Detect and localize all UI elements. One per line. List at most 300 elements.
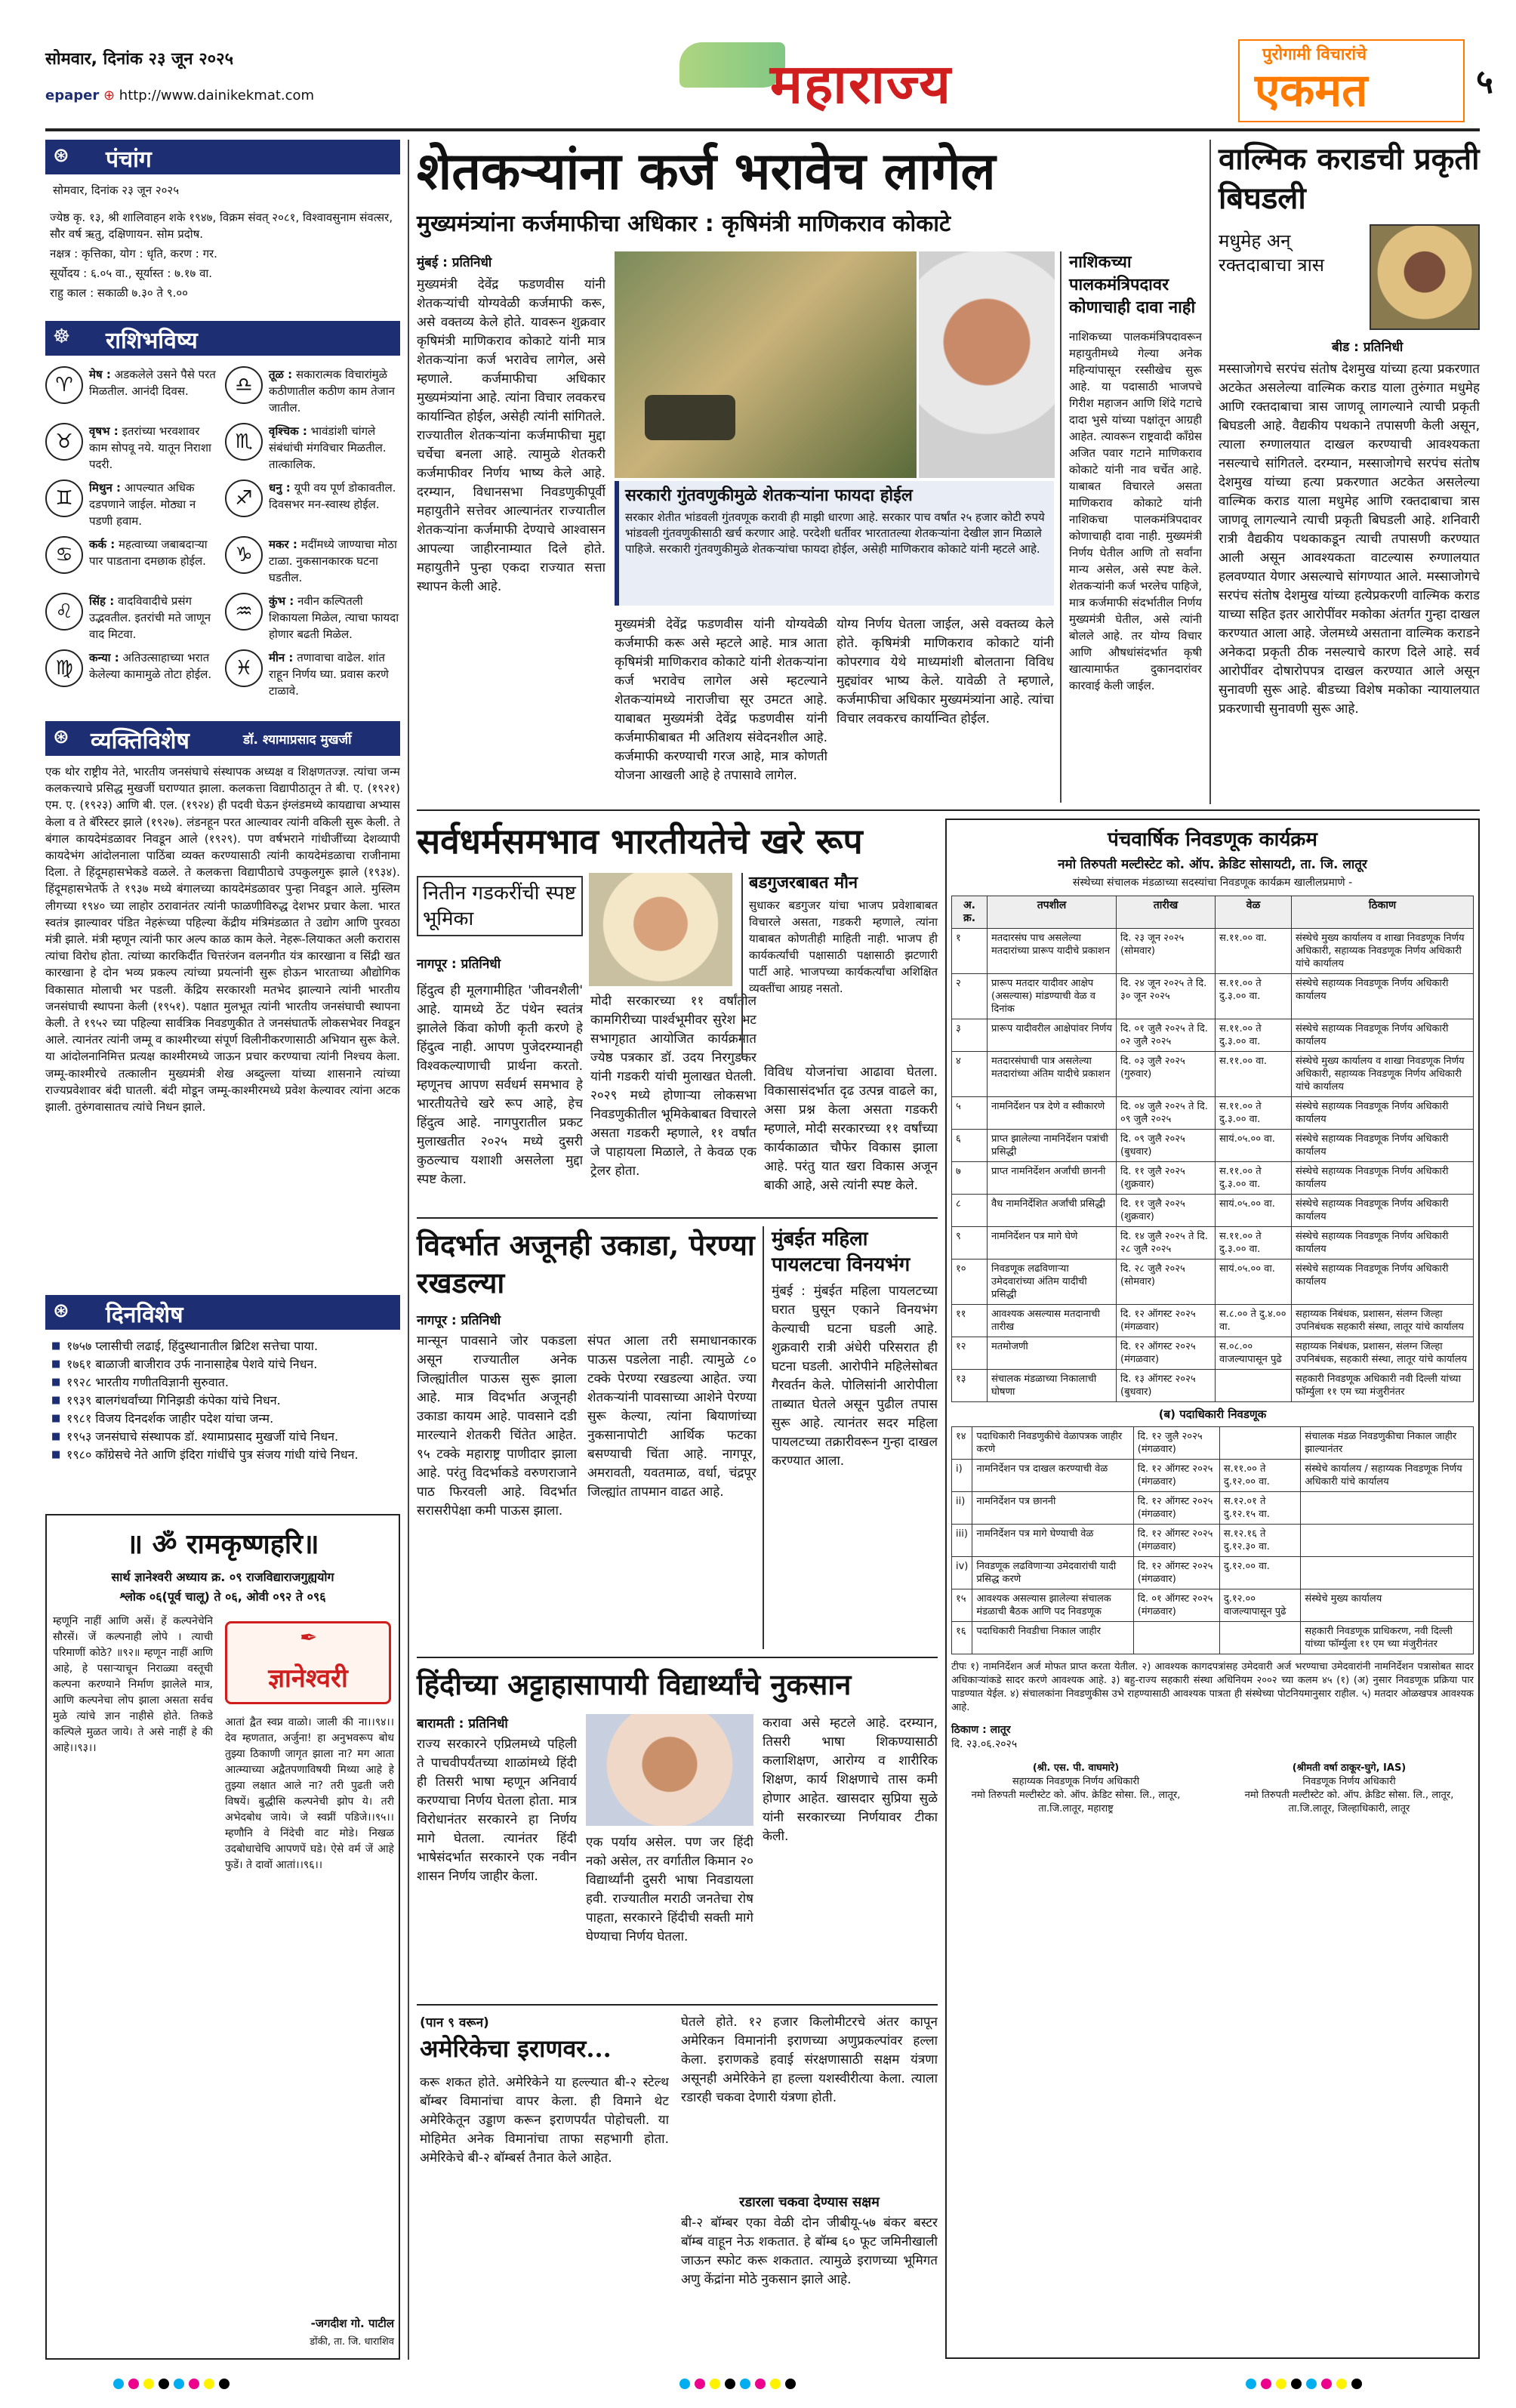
epaper-link[interactable]: epaper ⊕ http://www.dainikekmat.com [45, 88, 315, 103]
brand-tagline: पुरोगामी विचारांचे [1262, 45, 1367, 64]
table-cell: संस्थेचे मुख्य कार्यालय व शाखा निवडणूक निर्णय अधिकारी, सहाय्यक निवडणूक निर्णय अधिकारी यांचे कार्यालय [1292, 1052, 1474, 1097]
page-number: ५ [1476, 63, 1493, 101]
table-row [952, 929, 1474, 974]
aries-icon: ♈ [45, 366, 83, 404]
rashi-text: नवीन कल्पितली शिकायला मिळेल, त्याचा फायदा होणार बढती मिळेल. [269, 594, 399, 641]
table-cell: संस्थेचे कार्यालय / सहाय्यक निवडणूक निर्णय अधिकारी यांचे कार्यालय [1301, 1460, 1474, 1492]
section-rule [417, 809, 1480, 811]
walmik-kicker: मधुमेह अन् रक्तदाबाचा त्रास [1219, 230, 1325, 276]
rashi-text: इतरांच्या भरवशावर काम सोपवू नये. यातून निराशा पदरी. [89, 424, 211, 471]
vyakti-body: एक थोर राष्ट्रीय नेते, भारतीय जनसंघाचे संस्थापक अध्यक्ष व शिक्षणतज्ज्ञ. त्यांचा जन्म कलकत्त्याचे प्रसिद्ध मुखर्जी घराण्यात झाला. कलकत्ता विद्यापीठातून ते बी. ए. (१९२१) एम. ए. (१९२३) आणि बी. एल. (१९२४) ही पदवी घेऊन इंग्लंडमध्ये कायद्याचा अभ्यास केला व ते बॅरिस्टर झाले (१९२७). लंडनहून परत आल्यावर त्यांनी वकिली सुरू केली. ते बंगाल कायदेमंडळावर निवडून आले (१९२९). पण वर्षभराने गांधीजींच्या देशव्यापी कायदेभंग आंदोलनाला पाठिंबा व्यक्त करण्यासाठी त्यांनी कायदेमंडळाचा राजीनामा दिला. ते हिंदूमहासभेकडे वळले. ते कलकत्ता विद्यापीठाचे उपकुलगुरू झाले (१९३४). हिंदूमहासभेतर्फे ते १९३७ मध्ये बंगालच्या कायदेमंडळावर पुन्हा निवडून आले. मुस्लिम लीगच्या १९४० च्या लाहोर ठरावानंतर त्यांनी फाळणीविरुद्ध देशभर प्रचार केला. भारत स्वतंत्र झाल्यावर पंडित नेहरूंच्या पहिल्या केंद्रीय मंत्रिमंडळात ते उद्योग आणि पुरवठा मंत्री झाले. मंत्री म्हणून त्यांनी फार अल्प काळ काम केले. नेहरू-लियाकत अली करारास त्यांचा विरोध होता. त्यांच्या कारकिर्दीत चित्तरंजन वलनगीत यंत्र कारखाना व सिंद्री खत कारखाना हे दोन भव्य प्रकल्प त्यांच्या प्रयत्नांनी सुरू होऊन भारताच्या औद्योगिक विकासात मोलाची भर पडली. केंद्रिय सरकारशी मतभेद झाल्याने त्यांनी भारतीय जनसंघाची स्थापना केली (१९५१). पक्षात मुलभूत त्यांनी भारतीय जनसंघाची स्थापना केली. ते १९५२ च्या पहिल्या सार्वत्रिक निवडणुकीत ते जनसंघातर्फे लोकसभेवर निवडून आले. त्यानंतर त्यांनी जम्मू व काश्मीरच्या संपूर्ण विलीनीकरणासाठी अभियान सुरू केले. या आंदोलनानिमित्त प्रत्यक्ष काश्मीरमध्ये जाऊन प्रचार करण्याचा त्यांनी निश्चय केला. जम्मू-काश्मीरचे तत्कालीन मुख्यमंत्री शेख अब्दुल्ला यांच्या शासनाने त्यांच्या राज्यप्रवेशावर बंदी घातली. बंदी मोडून जम्मू-काश्मीरमध्ये प्रवेश केल्यावर त्यांना अटक झाली. तुरुंगवासातच त्यांचे निधन झाले. [45, 765, 400, 1115]
table-cell: ११ [952, 1305, 988, 1337]
ramkrishna-signature: -जगदीश गो. पाटील [310, 2317, 394, 2330]
hindi-col1: राज्य सरकारने एप्रिलमध्ये पहिली ते पाचवीपर्यंतच्या शाळांमध्ये हिंदी ही तिसरी भाषा म्हणून अनिवार्य करण्याचा निर्णय घेतला होता. मात्र विरोधानंतर सरकारने हा निर्णय मागे घेतला. त्यानंतर हिंदी भाषेसंदर्भात सरकारने एक नवीन शासन निर्णय जाहीर केला. [417, 1737, 577, 1884]
table-cell: ६ [952, 1130, 988, 1162]
lead-col3: योग्य निर्णय घेतला जाईल, असे वक्तव्य केले होते. कृषिमंत्री माणिकराव कोकाटे यांनी कोपरगाव येथे माध्यमांशी बोलताना विविध मुद्द्यांवर भाष्य केले. यावेळी ते म्हणाले, कर्जमाफीचा अधिकार मुख्यमंत्र्यांना आहे. त्यांचा विचार लवकरच कार्यान्वित होईल. [837, 617, 1054, 726]
table-cell [1301, 1525, 1474, 1557]
sarvadharma-kicker: नितीन गडकरींची स्पष्ट भूमिका [417, 876, 583, 936]
taurus-icon: ♉ [45, 423, 83, 461]
table-row [952, 1130, 1474, 1162]
table-cell: सहाय्यक निबंधक, प्रशासन, संलग्न जिल्हा उपनिबंधक सहकारी संस्था, लातूर यांचे कार्यालय [1292, 1305, 1474, 1337]
lead-col1: मुख्यमंत्री देवेंद्र फडणवीस यांनी शेतकऱ्यांची योग्यवेळी कर्जमाफी करू, असे वक्तव्य केले होते. यावरून शुक्रवार कृषिमंत्री माणिकराव कोकाटे यांनी मात्र शेतकऱ्यांना कर्ज भरावेच लागेल, असे म्हणाले. कर्जमाफीचा अधिकार मुख्यमंत्र्यांना आहे. त्यांना विचार लवकरच कार्यान्वित होईल, असेही त्यांनी सांगितले. राज्यातील शेतकऱ्यांना कर्जमाफीचा मुद्दा चर्चेचा बनला आहे. त्यामुळे शेतकरी कर्जमाफीवर निर्णय भाष्य केले आहे. दरम्यान, विधानसभा निवडणुकीपूर्वी महायुतीने सत्तेवर आल्यानंतर राज्यातील शेतकऱ्यांना कर्जमाफी देण्याचे आश्वासन आपल्या जाहीरनाम्यात दिले होते. महायुतीने पुन्हा एकदा राज्यात सत्ता स्थापन केली आहे. [417, 277, 605, 594]
farmer-photo [615, 251, 917, 478]
table-cell: दि. १२ जुलै २०२५ (मंगळवार) [1133, 1427, 1219, 1460]
column-rule [1209, 140, 1211, 804]
virgo-icon: ♍ [45, 649, 83, 687]
rashi-name: वृषभ : [89, 424, 119, 438]
vyakti-person: डॉ. श्यामाप्रसाद मुखर्जी [243, 732, 352, 748]
rashi-item [225, 423, 400, 479]
section-rule [417, 2004, 938, 2006]
table-cell: नामनिर्देशन पत्र मागे घेण्याची वेळ [972, 1525, 1133, 1557]
table-cell: प्रारूप मतदार यादीवर आक्षेप (असल्यास) मांडण्याची वेळ व दिनांक [988, 974, 1117, 1019]
badgujar-headline: बडगुजरबाबत मौन [749, 874, 858, 893]
sagittarius-icon: ♐ [225, 479, 263, 517]
rashi-name: धनु : [269, 481, 291, 495]
capricorn-icon: ♑ [225, 536, 263, 574]
table-cell: स.११.०० ते दु.३.०० वा. [1216, 1097, 1292, 1130]
rashi-name: वृश्चिक : [269, 424, 307, 438]
pisces-icon: ♓ [225, 649, 263, 687]
table-cell: दि. २३ जून २०२५ (सोमवार) [1117, 929, 1216, 974]
registration-dot [725, 2379, 735, 2389]
mumbai-headline: मुंबईत महिला पायलटचा विनयभंग [772, 1228, 911, 1276]
dnyaneshwari-badge [225, 1621, 391, 1704]
table-header-row [952, 896, 1474, 929]
rashi-heading: राशिभविष्य [106, 328, 198, 354]
panchang-icon: ⊛ [53, 144, 69, 167]
election-org: नमो तिरुपती मल्टीस्टेट को. ऑप. क्रेडिट सोसायटी, ता. जि. लातूर [1058, 857, 1367, 872]
table-row [952, 1305, 1474, 1337]
rashi-name: तूळ : [269, 368, 293, 381]
rashi-item [225, 366, 400, 423]
table-cell: नामनिर्देशन पत्र मागे घेणे [988, 1227, 1117, 1259]
table-cell: संस्थेचे सहाय्यक निवडणूक निर्णय अधिकारी कार्यालय [1292, 1259, 1474, 1305]
rashi-name: मीन : [269, 651, 294, 664]
lead-story [417, 140, 1202, 804]
table-cell: १२ [952, 1337, 988, 1370]
america-kicker: (पान ९ वरून) [420, 2015, 489, 2030]
panchang-line: राहु काल : सकाळी ७.३० ते ९.०० [50, 286, 188, 300]
table-cell: स.११.०० ते दु.३.०० वा. [1216, 1227, 1292, 1259]
table-cell: दि. १२ ऑगस्ट २०२५ (मंगळवार) [1133, 1525, 1219, 1557]
section-rule [417, 1657, 938, 1658]
rashi-item [45, 593, 219, 649]
list-item: ■ १७५७ प्लासीची लढाई, हिंदुस्थानातील ब्रिटिश सत्तेचा पाया. [50, 1337, 397, 1355]
vyakti-heading-bar [45, 721, 400, 756]
table-cell [1219, 1622, 1301, 1654]
table-row [952, 1589, 1474, 1622]
dnyaneshwari-title: ज्ञानेश्वरी [268, 1663, 348, 1694]
schedule-body [952, 929, 1474, 1402]
table-cell: निवडणूक लढविणाऱ्या उमेदवारांच्या अंतिम यादीची प्रसिद्धी [988, 1259, 1117, 1305]
rashi-text: आपल्यात अधिक दडपणाने जाईल. मोठ्या न पडणी हवाम. [89, 481, 196, 528]
table-cell: दि. ०४ जुलै २०२५ ते दि. ०९ जुलै २०२५ [1117, 1097, 1216, 1130]
table-cell: स.०८.०० वाजल्यापासून पुढे [1216, 1337, 1292, 1370]
schedule-table [951, 896, 1474, 1402]
rashi-item [45, 366, 219, 423]
table-cell: आवश्यक असल्यास झालेल्या संचालक मंडळाची बैठक आणि पद निवडणूक [972, 1589, 1133, 1622]
registration-dot [679, 2379, 690, 2389]
registration-dot [1306, 2379, 1317, 2389]
table-cell [1301, 1557, 1474, 1589]
table-cell: दि. २४ जून २०२५ ते दि. ३० जून २०२५ [1117, 974, 1216, 1019]
table-cell: १० [952, 1259, 988, 1305]
rashi-text: वादविवादीचे प्रसंग उद्भवतील. इतरांची मते जाणून वाद मिटवा. [89, 594, 211, 641]
rashi-text: महत्वाच्या जबाबदाऱ्या पार पाडताना दमछाक होईल. [89, 538, 208, 568]
registration-dot [1351, 2379, 1362, 2389]
table-cell: स.११.०० ते दु.३.०० वा. [1216, 1162, 1292, 1195]
scorpio-icon: ♏ [225, 423, 263, 461]
vidarbha-col1: मान्सून पावसाने जोर पकडला असून राज्यातील अनेक जिल्ह्यांतील पाऊस सुरू झाला आहे. मात्र विदर्भात अजूनही उकाडा कायम आहे. पावसाने दडी मारल्याने शेतकरी चिंतेत आहेत. ९५ टक्के महाराष्ट्र पाणीदार झाला आहे. परंतु विदर्भाकडे वरुणराजाने पाठ फिरवली आहे. विदर्भात सरासरीपेक्षा कमी पाऊस झाला. [417, 1333, 577, 1518]
masthead-rule [45, 128, 1480, 131]
table-cell: सहाय्यक निबंधक, प्रशासन, संलग्न जिल्हा उपनिबंधक, सहकारी संस्था, लातूर यांचे कार्यालय [1292, 1337, 1474, 1370]
table-cell [1216, 1370, 1292, 1402]
table-cell: स.१२.१६ ते दु.१२.३० वा. [1219, 1525, 1301, 1557]
table-row [952, 1557, 1474, 1589]
ramkrishna-signature-place: डोंकी, ता. जि. धाराशिव [310, 2336, 394, 2348]
rashi-text: सकारात्मक विचारांमुळे कठीणातील कठीण काम तेजान जातील. [269, 368, 395, 415]
table-cell: संस्थेचे मुख्य कार्यालय [1301, 1589, 1474, 1622]
table-header: ठिकाण [1292, 896, 1474, 929]
ramkrishna-left-text: म्हणूनि नाहीं आणि असें। हें कल्पनेचेनि सौरसें। जें कल्पनाही लोपे । त्याची परिमाणीं कोठे? ॥९२॥ म्हणून नाहीं आणि आहे, हे पसाऱ्याचून निराळ्या वस्तूची कल्पना करण्याने निर्माण झालेले मात्र, आणि कल्पनेचा लोप झाला असता सर्वच मुळे त्यांचे ज्ञान नाहीसे होते. तिकडे कल्पिले मुळत जाये। ते असे नाहीं हे की आहे।।९३।। [53, 1615, 213, 1754]
table-cell: सहकारी निवडणूक प्राधिकरण, नवी दिल्ली यांच्या फॉर्म्युला ११ एम च्या मंजुरीनंतर [1301, 1622, 1474, 1654]
rashi-item [225, 479, 400, 536]
america-headline: अमेरिकेचा इराणवर... [420, 2034, 612, 2063]
table-cell: दि. १२ ऑगस्ट २०२५ (मंगळवार) [1117, 1337, 1216, 1370]
section-title: महाराज्य [770, 51, 952, 116]
table-row [952, 1370, 1474, 1402]
list-item: ■ १९३९ बालगंधर्वांच्या गिनिझडी कंपेका यांचे निधन. [50, 1392, 397, 1410]
table-cell: दु.१२.०० वा. [1219, 1557, 1301, 1589]
rashi-text: अडकलेले उसने पैसे परत मिळतील. आनंदी दिवस. [89, 368, 216, 398]
rashi-icon: ☸ [53, 325, 71, 348]
table-cell: दु.१२.०० वाजल्यापासून पुढे [1219, 1589, 1301, 1622]
panchang-line: नक्षत्र : कृत्तिका, योग : धृति, करण : गर. [50, 247, 217, 261]
table-cell: सायं.०५.०० वा. [1216, 1259, 1292, 1305]
table-cell: iv) [952, 1557, 972, 1589]
registration-dot [128, 2379, 139, 2389]
table-cell: ८ [952, 1195, 988, 1227]
table-row [952, 1427, 1474, 1460]
mumbai-body: मुंबई : मुंबईत महिला पायलटच्या घरात घुसून एकाने विनयभंग केल्याची घटना घडली आहे. शुक्रवारी रात्री अंधेरी परिसरात ही घटना घडली. आरोपीने महिलेसोबत गैरवर्तन केले. पोलिसांनी आरोपीला ताब्यात घेतले असून पुढील तपास सुरू आहे. त्यानंतर सदर महिला पायलटच्या तक्रारीवरून गुन्हा दाखल करण्यात आला. [772, 1284, 938, 1469]
registration-dot [770, 2379, 781, 2389]
signatory-2-org: नमो तिरुपती मल्टीस्टेट को. ऑप. क्रेडिट सोसा. लि., लातूर, ता.जि.लातूर, जिल्हाधिकारी, लातूर [1244, 1790, 1454, 1814]
table-cell: संचालक मंडळाच्या निकालाची घोषणा [988, 1370, 1117, 1402]
section-rule [417, 1217, 938, 1219]
hindi-col3: करावा असे म्हटले आहे. दरम्यान, तिसरी भाषा शिकण्यासाठी कलाशिक्षण, आरोग्य व शारीरिक शिक्षण, कार्य शिक्षणाचे तास कमी होणार आहेत. खासदार सुप्रिया सुळे यांनी सरकारच्या निर्णयावर टीका केली. [763, 1716, 938, 1844]
table-cell: मतदारसंघ पाच असलेल्या मतदारांच्या प्रारूप यादीचे प्रकाशन [988, 929, 1117, 974]
table-row [952, 1259, 1474, 1305]
election-note: टीपः १) नामनिर्देशन अर्ज मोफत प्राप्त करता येतील. २) आवश्यक कागदपत्रांसह उमेदवारी अर्ज भरण्याचा उमेदवारांनी नामनिर्देशन पत्रासोबत सादर अधिकाऱ्यांकडे सादर करणे आवश्यक आहे. ३) बहु-राज्य सहकारी संस्था अधिनियम २००२ च्या कलम ४५ (१) (अ) नुसार निवडणूक प्रक्रिया पार पाडण्यात येईल. ४) संचालकांना निवडणुकीस उभे राहण्यासाठी आवश्यक पात्रता ही संस्थेच्या पोटनियमानुसार राहील. ५) मतदार ओळखपत्र आवश्यक आहे. [951, 1661, 1474, 1713]
sub-heading: (ब) पदाधिकारी निवडणूक [1158, 1407, 1267, 1421]
gemini-icon: ♊ [45, 479, 83, 517]
registration-dot [174, 2379, 184, 2389]
nashik-rule [1060, 251, 1062, 803]
ramkrishna-right-text: आतां द्वैत स्वप्न वाळो। जाली की ना।।९४।। देव म्हणतात, अर्जुना! हा अनुभवरूप बोध तुझ्या ठिकाणी जागृत झाला ना? मग आता आत्म्याच्या अद्वैतपणाविषयी मिथ्या आहे हे तुझ्या लक्षात आले ना? तरी पुढती जरी विषयें। बुद्धीसि कल्पनेची झोप ये। तरी अभेदबोध जाये। जे स्वप्नीं पडिजे।।९५।। म्हणौनि वे निंदेची वाट मोडे। निखळ उदबोधाचेचि आपणपें घडे। ऐसे वर्म जें आहे फुडें। ते दावों आतां।।९६।। [225, 1716, 394, 1871]
table-cell: संस्थेचे सहाय्यक निवडणूक निर्णय अधिकारी कार्यालय [1292, 1130, 1474, 1162]
rashi-item [225, 536, 400, 593]
table-header: अ. क्र. [952, 896, 988, 929]
table-row [952, 1097, 1474, 1130]
table-row [952, 1052, 1474, 1097]
cancer-icon: ♋ [45, 536, 83, 574]
table-row [952, 1019, 1474, 1052]
nashik-headline: नाशिकच्या पालकमंत्रिपदावर कोणाचाही दावा नाही [1069, 253, 1196, 317]
date-line: सोमवार, दिनांक २३ जून २०२५ [45, 50, 234, 69]
rashi-right [225, 366, 400, 706]
registration-marks-right [1246, 2379, 1362, 2389]
lead-dateline: मुंबई : प्रतिनिधी [417, 255, 492, 270]
gadkari-photo [589, 873, 732, 986]
photo-caption-title: सरकारी गुंतवणुकीमुळे शेतकऱ्यांना फायदा होईल [625, 486, 913, 505]
rashi-name: मकर : [269, 538, 297, 551]
badgujar-body: सुधाकर बडगुजर यांचा भाजप प्रवेशाबाबत विचारले असता, गडकरी म्हणाले, त्यांना याबाबत कोणतीही माहिती नाही. भाजप ही कार्यकर्त्यांची पक्षासाठी पक्षासाठी झटणारी पार्टी आहे. भाजपच्या कार्यकर्त्यांचा अशिक्षित व्यक्तींचा आग्रह नसतो. [749, 899, 938, 995]
ramkrishna-heading: ॥ ॐ रामकृष्णहरि॥ [126, 1528, 319, 1560]
table-cell: दि. १४ जुलै २०२५ ते दि. २८ जुलै २०२५ [1117, 1227, 1216, 1259]
pen-icon: ✒ [300, 1625, 318, 1650]
list-item: ■ १९८१ विजय दिनदर्शक जाहीर पदेश यांचा जन्म. [50, 1410, 397, 1428]
dinvishesh-heading-bar [45, 1295, 400, 1330]
vidarbha-col2: संपत आला तरी समाधानकारक पाऊस पडलेला नाही. त्यामुळे ८० टक्के पेरण्या रखडल्या आहेत. ज्या शेतकऱ्यांनी पावसाच्या आशेने पेरण्या सुरू केल्या, त्यांना बियाणांच्या नुकसानापोटी आर्थिक फटका बसण्याची चिंता आहे. नागपूर, अमरावती, यवतमाळ, वर्धा, चंद्रपूर जिल्ह्यांत तापमान वाढत आहे. [587, 1333, 756, 1500]
notice-place: ठिकाण : लातूर [951, 1724, 1011, 1736]
vyakti-icon: ⊛ [53, 726, 69, 748]
rashi-text: अतिउत्साहाच्या भरात केलेल्या कामामुळे तोटा होईल. [89, 651, 212, 681]
dinvishesh-heading: दिनविशेष [106, 1302, 183, 1328]
registration-dot [1321, 2379, 1332, 2389]
panchang-heading: पंचांग [106, 146, 152, 173]
table-cell: स.११.०० ते दु.३.०० वा. [1216, 1019, 1292, 1052]
signatory-2-title: निवडणूक निर्णय अधिकारी [1302, 1776, 1396, 1787]
registration-dot [1246, 2379, 1256, 2389]
table-cell: संस्थेचे सहाय्यक निवडणूक निर्णय अधिकारी कार्यालय [1292, 1227, 1474, 1259]
table-cell: नामनिर्देशन पत्र देणे व स्वीकारणे [988, 1097, 1117, 1130]
table-cell: संस्थेचे सहाय्यक निवडणूक निर्णय अधिकारी कार्यालय [1292, 974, 1474, 1019]
table-cell: प्राप्त झालेल्या नामनिर्देशन पत्रांची प्रसिद्धी [988, 1130, 1117, 1162]
vidarbha-headline: विदर्भात अजूनही उकाडा, पेरण्या रखडल्या [417, 1228, 755, 1300]
notice-date: दि. २३.०६.२०२५ [951, 1738, 1018, 1750]
sarvadharma-col2: मोदी सरकारच्या ११ वर्षांतील कामगिरीच्या पार्श्वभूमीवर सुरेश भट सभागृहात आयोजित कार्यक्रमात ज्येष्ठ पत्रकार डॉ. उदय निरगुडकर यांनी गडकरी यांची मुलाखत घेतली. २०२९ मध्ये होणाऱ्या लोकसभा निवडणुकीतील भूमिकेबाबत विचारले असता गडकरी म्हणाले, ११ वर्षांत जे पाहायला मिळाले, ते केवळ एक ट्रेलर होता. [590, 994, 756, 1179]
table-cell: संचालक मंडळ निवडणुकीचा निकाल जाहीर झाल्यानंतर [1301, 1427, 1474, 1460]
table-cell: १६ [952, 1622, 972, 1654]
vidarbha-dateline: नागपूर : प्रतिनिधी [417, 1313, 501, 1328]
libra-icon: ♎ [225, 366, 263, 404]
globe-icon: ⊕ [103, 88, 116, 103]
table-cell: स.१२.०१ ते दु.१२.१५ वा. [1219, 1492, 1301, 1525]
vidarbha-story [417, 1226, 756, 1649]
table-cell: दि. ०१ जुलै २०२५ ते दि. ०२ जुलै २०२५ [1117, 1019, 1216, 1052]
left-column [45, 140, 400, 2360]
table-cell: १४ [952, 1427, 972, 1460]
table-row [952, 1460, 1474, 1492]
registration-dot [1276, 2379, 1286, 2389]
table-cell: दि. ०१ ऑगस्ट २०२५ (मंगळवार) [1133, 1589, 1219, 1622]
rashi-text: यूपी वय पूर्ण डोकावतील. दिवसभर मन-स्वास्थ होईल. [269, 481, 396, 511]
table-cell: आवश्यक असल्यास मतदानाची तारीख [988, 1305, 1117, 1337]
table-cell: संस्थेचे सहाय्यक निवडणूक निर्णय अधिकारी कार्यालय [1292, 1195, 1474, 1227]
rashi-name: सिंह : [89, 594, 115, 608]
table-cell: ii) [952, 1492, 972, 1525]
table-row [952, 974, 1474, 1019]
walmik-headline: वाल्मिक कराडची प्रकृती बिघडली [1219, 141, 1480, 216]
registration-dot [695, 2379, 705, 2389]
america-col2b: बी-२ बॉम्बर एका वेळी दोन जीबीयू-५७ बंकर बस्टर बॉम्ब वाहून नेऊ शकतात. हे बॉम्ब ६० फूट जमिनीखाली जाऊन स्फोट करू शकतात. त्यामुळे इराणच्या भूमिगत अणु केंद्रांना मोठे नुकसान झाले आहे. [681, 2215, 938, 2287]
rashi-item [45, 423, 219, 479]
rashi-item [225, 649, 400, 706]
registration-dot [785, 2379, 796, 2389]
rashi-heading-bar [45, 321, 400, 356]
table-cell: ४ [952, 1052, 988, 1097]
table-cell: १५ [952, 1589, 972, 1622]
signatory-1-title: सहाय्यक निवडणूक निर्णय अधिकारी [1012, 1776, 1140, 1787]
brand-box [1238, 39, 1465, 122]
table-cell: मतदारसंघाची पात्र असलेल्या मतदारांच्या अंतिम यादीचे प्रकाशन [988, 1052, 1117, 1097]
table-cell: स.११.०० ते दु.१२.०० वा. [1219, 1460, 1301, 1492]
table-cell: स.११.०० वा. [1216, 929, 1292, 974]
table-row [952, 1195, 1474, 1227]
lead-subhead: मुख्यमंत्र्यांना कर्जमाफीचा अधिकार : कृषिमंत्री माणिकराव कोकाटे [417, 211, 951, 237]
list-item: ■ १७६१ बाळाजी बाजीराव उर्फ नानासाहेब पेशवे यांचे निधन. [50, 1355, 397, 1374]
table-row [952, 1162, 1474, 1195]
rashi-text: भावंडांशी चांगले संबंधांची मंगविचार मिळतील. तात्कालिक. [269, 424, 387, 471]
mumbai-story [763, 1226, 938, 1649]
table-header: वेळ [1216, 896, 1292, 929]
lead-headline: शेतकऱ्यांना कर्ज भरावेच लागेल [417, 141, 996, 202]
supriya-photo [586, 1714, 753, 1826]
table-cell: ९ [952, 1227, 988, 1259]
table-cell [1133, 1622, 1219, 1654]
table-cell: १ [952, 929, 988, 974]
nashik-body: नाशिकच्या पालकमंत्रिपदावरून महायुतीमध्ये गेल्या अनेक महिन्यांपासून रस्सीखेच सुरू आहे. या पदासाठी भाजपचे गिरीश महाजन आणि शिंदे गटाचे दादा भुसे यांच्या पक्षांतून आग्रही आहेत. त्यावरून राष्ट्रवादी काँग्रेस अजित पवार गटाने माणिकराव कोकाटे यांनी नाव चर्चेत आहे. याबाबत विचारले असता माणिकराव कोकाटे यांनी नाशिकचा पालकमंत्रिपदावर कोणाचाही दावा नाही. मुख्यमंत्री निर्णय घेतील आणि तो सर्वांना मान्य असेल, असे स्पष्ट केले. शेतकऱ्यांनी कर्ज भरलेच पाहिजे, मात्र कर्जमाफी संदर्भातील निर्णय मुख्यमंत्री घेतील, असे त्यांनी बोलले आहे. तर योग्य विचार आणि औषधांसंदर्भात कृषी खात्यामार्फत दुकानदारांवर कारवाई केली जाईल. [1069, 330, 1202, 692]
hindi-col2: एक पर्याय असेल. पण जर हिंदी नको असेल, तर वर्गातील किमान २० विद्यार्थ्यांनी दुसरी भाषा निवडायला हवी. राज्यातील मराठी जनतेचा रोष पाहता, सरकारने हिंदीची सक्ती मागे घेण्याचा निर्णय घेतला. [586, 1835, 753, 1944]
table-cell: सायं.०५.०० वा. [1216, 1130, 1292, 1162]
registration-dot [740, 2379, 750, 2389]
list-item: ■ १९५३ जनसंघाचे संस्थापक डॉ. श्यामाप्रसाद मुखर्जी यांचे निधन. [50, 1428, 397, 1446]
table-cell: दि. ११ जुलै २०२५ (शुक्रवार) [1117, 1162, 1216, 1195]
table-cell: ५ [952, 1097, 988, 1130]
panchang-date: सोमवार, दिनांक २३ जून २०२५ [53, 183, 180, 197]
table-cell [1219, 1427, 1301, 1460]
table-cell: नामनिर्देशन पत्र छाननी [972, 1492, 1133, 1525]
rashi-name: मेष : [89, 368, 111, 381]
signatory-1-org: नमो तिरुपती मल्टीस्टेट को. ऑप. क्रेडिट सोसा. लि., लातूर, ता.जि.लातूर, महाराष्ट्र [971, 1790, 1181, 1814]
registration-dot [1291, 2379, 1302, 2389]
table-cell: संस्थेचे सहाय्यक निवडणूक निर्णय अधिकारी कार्यालय [1292, 1162, 1474, 1195]
lead-col2: मुख्यमंत्री देवेंद्र फडणवीस यांनी योग्यवेळी कर्जमाफी करू असे म्हटले आहे. मात्र आता कृषिमंत्री माणिकराव कोकाटे यांनी शेतकऱ्यांना कर्ज भरावेच लागेल असे म्हटल्याने शेतकऱ्यांमध्ये नाराजीचा सूर उमटत आहे. याबाबत मुख्यमंत्री देवेंद्र फडणवीस यांनी कर्जमाफीबाबत मी अतिशय संवेदनशील आहे. कर्जमाफी करण्याची गरज आहे, मात्र कोणती योजना आखली आहे हे तपासावे लागेल. [615, 617, 827, 783]
ramkrishna-sub2: श्लोक ०६(पूर्व चालू) ते ०६, ओवी ०९२ ते ०९६ [119, 1589, 326, 1604]
table-cell: निवडणूक लढविणाऱ्या उमेदवारांची यादी प्रसिद्ध करणे [972, 1557, 1133, 1589]
rashi-text: तणावाचा वाढेल. शांत राहून निर्णय घ्या. प्रवास करणे टाळावे. [269, 651, 389, 698]
table-cell: i) [952, 1460, 972, 1492]
registration-marks-center [679, 2379, 796, 2389]
table-header: तपशील [988, 896, 1117, 929]
table-cell: दि. १२ ऑगस्ट २०२५ (मंगळवार) [1133, 1492, 1219, 1525]
table-cell: स.११.०० ते दु.३.०० वा. [1216, 974, 1292, 1019]
table-cell: २ [952, 974, 988, 1019]
table-cell: संस्थेचे सहाय्यक निवडणूक निर्णय अधिकारी कार्यालय [1292, 1019, 1474, 1052]
table-cell: दि. १२ ऑगस्ट २०२५ (मंगळवार) [1117, 1305, 1216, 1337]
panchang-heading-bar [45, 140, 400, 174]
photo-caption-box [615, 481, 1054, 606]
dinvishesh-list [50, 1337, 397, 1464]
aquarius-icon: ♒ [225, 593, 263, 631]
registration-dot [1336, 2379, 1347, 2389]
ramkrishna-box [45, 1514, 400, 2360]
election-heading: पंचवार्षिक निवडणूक कार्यक्रम [1108, 828, 1317, 851]
rashi-text: मदींमध्ये जाण्याचा मोठा टाळा. नुकसानकारक घटना घडतील. [269, 538, 397, 584]
vyakti-heading: व्यक्तिविशेष [91, 728, 190, 754]
registration-marks-left [113, 2379, 230, 2389]
panchang-line: सूर्योदय : ६.०५ वा., सूर्यास्त : ७.१७ वा. [50, 267, 213, 280]
registration-dot [159, 2379, 169, 2389]
sarvadharma-col3: विविध योजनांचा आढावा घेतला. विकासासंदर्भात दृढ उत्पन्न वाढले का, असा प्रश्न केला असता गडकरी म्हणाले, मोदी सरकारच्या ११ वर्षांच्या कार्यकाळात चौफेर विकास झाला आहे. परंतु यात खरा विकास अजून बाकी आहे, असे त्यांनी स्पष्ट केले. [764, 1065, 938, 1193]
registration-dot [189, 2379, 199, 2389]
panchang-line: ज्येष्ठ कृ. १३, श्री शालिवाहन शके १९४७, विक्रम संवत् २०८१, विश्वावसुनाम संवत्सर, सौर वर्ष ऋतु, दक्षिणायन. सोम प्रदोष. [50, 211, 393, 241]
table-cell: दि. २८ जुलै २०२५ (सोमवार) [1117, 1259, 1216, 1305]
table-cell: iii) [952, 1525, 972, 1557]
table-row [952, 1227, 1474, 1259]
hindi-headline: हिंदीच्या अट्टाहासापायी विद्यार्थ्यांचे नुकसान [417, 1667, 852, 1701]
map-graphic [679, 42, 785, 88]
registration-dot [755, 2379, 766, 2389]
table-row [952, 1525, 1474, 1557]
dinvishesh-icon: ⊛ [53, 1300, 69, 1322]
rashi-left [45, 366, 219, 706]
hindi-story [417, 1666, 938, 1998]
table-cell: मतमोजणी [988, 1337, 1117, 1370]
hindi-dateline: बारामती : प्रतिनिधी [417, 1716, 508, 1731]
walmik-body: मस्साजोगचे सरपंच संतोष देशमुख यांच्या हत्या प्रकरणात अटकेत असलेल्या वाल्मिक कराड याला तुरुंगात मधुमेह आणि रक्तदाबाचा त्रास जाणवू लागल्याने त्याची प्रकृती बिघडली आहे. वैद्यकीय पथकाने तपासणी केली असून, त्याला रुग्णालयात दाखल करण्याची आवश्यकता नसल्याचे सांगितले. दरम्यान, मस्साजोगचे सरपंच संतोष देशमुख यांच्या हत्या प्रकरणात अटकेत असलेल्या वाल्मिक कराड याला मधुमेह आणि रक्तदाबाचा त्रास जाणवू लागल्याने त्याची प्रकृती बिघडली आहे. शनिवारी रात्री वैद्यकीय पथकाकडून त्याची तपासणी करण्यात आली असून आवश्यकता वाटल्यास रुग्णालयात हलवण्यात येणार असल्याचे सांगण्यात आले. मस्साजोगचे सरपंच संतोष देशमुख यांच्या हत्येप्रकरणी वाल्मिक कराड याच्या सहित इतर आरोपींवर मकोका अंतर्गत गुन्हा दाखल करण्यात आला आहे. जेलमध्ये असताना वाल्मिक कराडने अनेकदा प्रकृती ठीक नसल्याचे कारण दिले आहे. सर्व आरोपींवर दोषारोपपत्र दाखल करण्यात आले असून सुनावणी सुरू आहे. बीडच्या विशेष मकोका न्यायालयात प्रकरणाची सुनावणी सुरू आहे. [1219, 362, 1480, 717]
photo-caption-text: सरकार शेतीत भांडवली गुंतवणूक करावी ही माझी धारणा आहे. सरकार पाच वर्षांत २५ हजार कोटी रुपये भांडवली गुंतवणुकीसाठी खर्च करणार आहे. परदेशी धर्तीवर भारतातल्या शेतकऱ्यांना देखील ज्ञान मिळाले पाहिजे. सरकारी गुंतवणुकीमुळे शेतकऱ्यांचा फायदा होईल, असेही माणिकराव कोकाटे यांनी म्हटले आहे. [625, 510, 1045, 556]
panchang-lines [50, 209, 397, 301]
tractor-shape [645, 395, 735, 440]
minister-photo [919, 251, 1055, 478]
america-col2: घेतले होते. १२ हजार किलोमीटरचे अंतर कापून अमेरिकन विमानांनी इराणच्या अणुप्रकल्पांवर हल्ला केला. इराणकडे हवाई संरक्षणासाठी सक्षम यंत्रणा असूनही अमेरिकेने हा हल्ला यशस्वीरीत्या केला. त्याला रडारही चकवा देणारी यंत्रणा होती. [681, 2015, 938, 2105]
epaper-url[interactable]: http://www.dainikekmat.com [119, 88, 315, 103]
walmik-photo [1370, 224, 1480, 330]
walmik-story [1219, 140, 1480, 804]
rashi-name: कुंभ : [269, 594, 294, 608]
table-cell: नामनिर्देशन पत्र दाखल करण्याची वेळ [972, 1460, 1133, 1492]
table-cell: वैध नामनिर्देशित अर्जांची प्रसिद्धी [988, 1195, 1117, 1227]
table-cell [1301, 1492, 1474, 1525]
table-cell: ३ [952, 1019, 988, 1052]
sarvadharma-dateline: नागपूर : प्रतिनिधी [417, 957, 501, 972]
table-cell: पदाधिकारी निवडीचा निकाल जाहीर [972, 1622, 1133, 1654]
leo-icon: ♌ [45, 593, 83, 631]
rashi-item [45, 649, 219, 706]
list-item: ■ १९८० काँग्रेसचे नेते आणि इंदिरा गांधींचे पुत्र संजय गांधी यांचे निधन. [50, 1446, 397, 1464]
table-cell: स.११.०० वा. [1216, 1052, 1292, 1097]
masthead [45, 42, 1493, 125]
table-cell: १३ [952, 1370, 988, 1402]
registration-dot [710, 2379, 720, 2389]
table-cell: दि. १२ ऑगस्ट २०२५ (मंगळवार) [1133, 1557, 1219, 1589]
signatory-1-name: (श्री. एस. पी. वाघमारे) [1032, 1762, 1120, 1774]
signatory-2-name: (श्रीमती वर्षा ठाकूर-घुगे, IAS) [1292, 1762, 1407, 1774]
election-subline: संस्थेच्या संचालक मंडळाच्या सदस्यांचा निवडणूक कार्यक्रम खालीलप्रमाणे - [1072, 877, 1353, 889]
america-story [417, 2013, 938, 2360]
registration-dot [143, 2379, 154, 2389]
brand-name: एकमत [1255, 64, 1368, 117]
sarvadharma-headline: सर्वधर्मसमभाव भारतीयतेचे खरे रूप [417, 821, 863, 862]
table-cell: संस्थेचे मुख्य कार्यालय व शाखा निवडणूक निर्णय अधिकारी, सहाय्यक निवडणूक निर्णय अधिकारी यांचे कार्यालय [1292, 929, 1474, 974]
rashi-name: कन्या : [89, 651, 119, 664]
table-cell: दि. १३ ऑगस्ट २०२५ (बुधवार) [1117, 1370, 1216, 1402]
walmik-dateline: बीड : प्रतिनिधी [1332, 340, 1404, 355]
registration-dot [1261, 2379, 1271, 2389]
table-cell: दि. ११ जुलै २०२५ (शुक्रवार) [1117, 1195, 1216, 1227]
